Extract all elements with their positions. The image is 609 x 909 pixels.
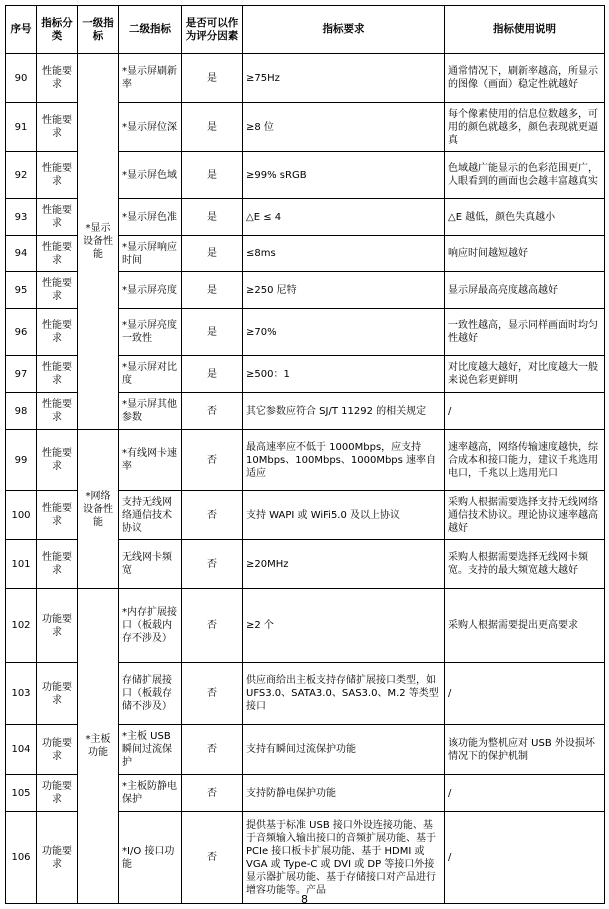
row-number: 102 xyxy=(6,589,37,663)
row-number: 105 xyxy=(6,775,37,812)
row-level2: 支持无线网络通信技术协议 xyxy=(119,491,182,540)
row-level2: *有线网卡速率 xyxy=(119,430,182,491)
row-category: 功能要求 xyxy=(37,812,78,904)
row-scoring: 是 xyxy=(182,103,243,152)
row-category: 性能要求 xyxy=(37,356,78,393)
table-row xyxy=(6,54,605,103)
row-explanation: 速率越高，网络传输速度越快，综合成本和接口能力，建议千兆选用电口，千兆以上选用光口 xyxy=(445,430,605,491)
row-requirement: 最高速率应不低于 1000Mbps，应支持 10Mbps、100Mbps、1000Mbps 速率自适应 xyxy=(243,430,445,491)
row-requirement: 其它参数应符合 SJ/T 11292 的相关规定 xyxy=(243,393,445,430)
row-level2: *显示屏刷新率 xyxy=(119,54,182,103)
row-level2: *显示屏色准 xyxy=(119,199,182,236)
row-scoring: 否 xyxy=(182,775,243,812)
row-explanation: / xyxy=(445,393,605,430)
header-requirement: 指标要求 xyxy=(243,6,445,54)
row-explanation: / xyxy=(445,812,605,904)
row-scoring: 否 xyxy=(182,540,243,589)
row-explanation: 一致性越高，显示同样画面时均匀性越好 xyxy=(445,309,605,356)
row-scoring: 是 xyxy=(182,54,243,103)
row-requirement: ≥250 尼特 xyxy=(243,272,445,309)
row-category: 性能要求 xyxy=(37,309,78,356)
row-requirement: ≥70% xyxy=(243,309,445,356)
row-category: 功能要求 xyxy=(37,775,78,812)
row-scoring: 否 xyxy=(182,491,243,540)
row-level2: *显示屏色域 xyxy=(119,152,182,199)
row-explanation: 采购人根据需要提出更高要求 xyxy=(445,589,605,663)
row-explanation: 响应时间越短越好 xyxy=(445,236,605,272)
row-level2: *显示屏亮度一致性 xyxy=(119,309,182,356)
row-requirement: ≥500：1 xyxy=(243,356,445,393)
row-requirement: ≤8ms xyxy=(243,236,445,272)
row-requirement: 供应商给出主板支持存储扩展接口类型，如 UFS3.0、SATA3.0、SAS3.0、M.2 等类型接口 xyxy=(243,663,445,725)
row-explanation: / xyxy=(445,775,605,812)
table-header-row xyxy=(6,6,605,54)
row-category: 性能要求 xyxy=(37,103,78,152)
header-level1: 一级指标 xyxy=(78,6,119,54)
row-scoring: 否 xyxy=(182,663,243,725)
row-number: 90 xyxy=(6,54,37,103)
row-explanation: 显示屏最高亮度越高越好 xyxy=(445,272,605,309)
row-number: 96 xyxy=(6,309,37,356)
row-level2: *主板防静电保护 xyxy=(119,775,182,812)
row-level2: *显示屏亮度 xyxy=(119,272,182,309)
row-explanation: 采购人根据需要选择支持无线网络通信技术协议。理论协议速率越高越好 xyxy=(445,491,605,540)
row-requirement: 支持防静电保护功能 xyxy=(243,775,445,812)
row-requirement: ≥99% sRGB xyxy=(243,152,445,199)
table-row xyxy=(6,589,605,663)
header-seq: 序号 xyxy=(6,6,37,54)
row-explanation: △E 越低，颜色失真越小 xyxy=(445,199,605,236)
row-level2: *显示屏位深 xyxy=(119,103,182,152)
row-scoring: 是 xyxy=(182,236,243,272)
row-number: 101 xyxy=(6,540,37,589)
row-category: 性能要求 xyxy=(37,54,78,103)
row-number: 92 xyxy=(6,152,37,199)
row-requirement: △E ≤ 4 xyxy=(243,199,445,236)
row-number: 104 xyxy=(6,725,37,775)
row-category: 功能要求 xyxy=(37,725,78,775)
row-level2: *内存扩展接口（板载内存不涉及） xyxy=(119,589,182,663)
row-level2: *I/O 接口功能 xyxy=(119,812,182,904)
row-number: 94 xyxy=(6,236,37,272)
row-scoring: 是 xyxy=(182,199,243,236)
row-number: 93 xyxy=(6,199,37,236)
row-explanation: 通常情况下，刷新率越高，所显示的图像（画面）稳定性就越好 xyxy=(445,54,605,103)
page-number: 8 xyxy=(301,893,308,906)
row-level2: 存储扩展接口（板载存储不涉及） xyxy=(119,663,182,725)
row-explanation: 每个像素使用的信息位数越多，可用的颜色就越多，颜色表现就更逼真 xyxy=(445,103,605,152)
header-scoring: 是否可以作为评分因素 xyxy=(182,6,243,54)
row-category: 性能要求 xyxy=(37,272,78,309)
row-number: 98 xyxy=(6,393,37,430)
row-scoring: 是 xyxy=(182,309,243,356)
row-level2: *主板 USB 瞬间过流保护 xyxy=(119,725,182,775)
row-category: 性能要求 xyxy=(37,236,78,272)
row-explanation: / xyxy=(445,663,605,725)
row-number: 103 xyxy=(6,663,37,725)
row-number: 95 xyxy=(6,272,37,309)
row-scoring: 是 xyxy=(182,152,243,199)
header-level2: 二级指标 xyxy=(119,6,182,54)
row-level2: *显示屏对比度 xyxy=(119,356,182,393)
row-category: 功能要求 xyxy=(37,589,78,663)
row-requirement: ≥75Hz xyxy=(243,54,445,103)
row-scoring: 否 xyxy=(182,393,243,430)
row-number: 97 xyxy=(6,356,37,393)
row-number: 100 xyxy=(6,491,37,540)
row-explanation: 采购人根据需要选择无线网卡频宽。支持的最大频宽越大越好 xyxy=(445,540,605,589)
level1-network-performance: *网络设备性能 xyxy=(78,430,119,589)
row-category: 性能要求 xyxy=(37,491,78,540)
header-explanation: 指标使用说明 xyxy=(445,6,605,54)
indicator-table xyxy=(5,5,605,904)
row-requirement: 支持有瞬间过流保护功能 xyxy=(243,725,445,775)
row-scoring: 否 xyxy=(182,430,243,491)
row-level2: 无线网卡频宽 xyxy=(119,540,182,589)
row-category: 性能要求 xyxy=(37,393,78,430)
header-category: 指标分类 xyxy=(37,6,78,54)
row-explanation: 色域越广能显示的色彩范围更广，人眼看到的画面也会越丰富越真实 xyxy=(445,152,605,199)
row-category: 性能要求 xyxy=(37,540,78,589)
row-explanation: 对比度越大越好，对比度越大一般来说色彩更鲜明 xyxy=(445,356,605,393)
row-requirement: 提供基于标准 USB 接口外设连接功能、基于音频输入输出接口的音频扩展功能、基于 PCIe 接口板卡扩展功能、基于 HDMI 或 VGA 或 Type-C 或 DVI 或 DP 等接口外接显示器扩展功能、基于存储接口对产品进行增容功能等。产品 xyxy=(243,812,445,904)
level1-display-performance: *显示设备性能 xyxy=(78,54,119,430)
row-requirement: 支持 WAPI 或 WiFi5.0 及以上协议 xyxy=(243,491,445,540)
level1-board-function: *主板功能 xyxy=(78,589,119,904)
row-category: 性能要求 xyxy=(37,152,78,199)
row-category: 性能要求 xyxy=(37,430,78,491)
row-category: 功能要求 xyxy=(37,663,78,725)
row-scoring: 是 xyxy=(182,356,243,393)
row-scoring: 否 xyxy=(182,589,243,663)
table-row xyxy=(6,430,605,491)
row-scoring: 是 xyxy=(182,272,243,309)
row-scoring: 否 xyxy=(182,812,243,904)
row-number: 91 xyxy=(6,103,37,152)
row-number: 99 xyxy=(6,430,37,491)
row-scoring: 否 xyxy=(182,725,243,775)
row-level2: *显示屏其他参数 xyxy=(119,393,182,430)
row-requirement: ≥2 个 xyxy=(243,589,445,663)
row-category: 性能要求 xyxy=(37,199,78,236)
row-requirement: ≥8 位 xyxy=(243,103,445,152)
row-number: 106 xyxy=(6,812,37,904)
row-level2: *显示屏响应时间 xyxy=(119,236,182,272)
row-explanation: 该功能为整机应对 USB 外设损坏情况下的保护机制 xyxy=(445,725,605,775)
row-requirement: ≥20MHz xyxy=(243,540,445,589)
